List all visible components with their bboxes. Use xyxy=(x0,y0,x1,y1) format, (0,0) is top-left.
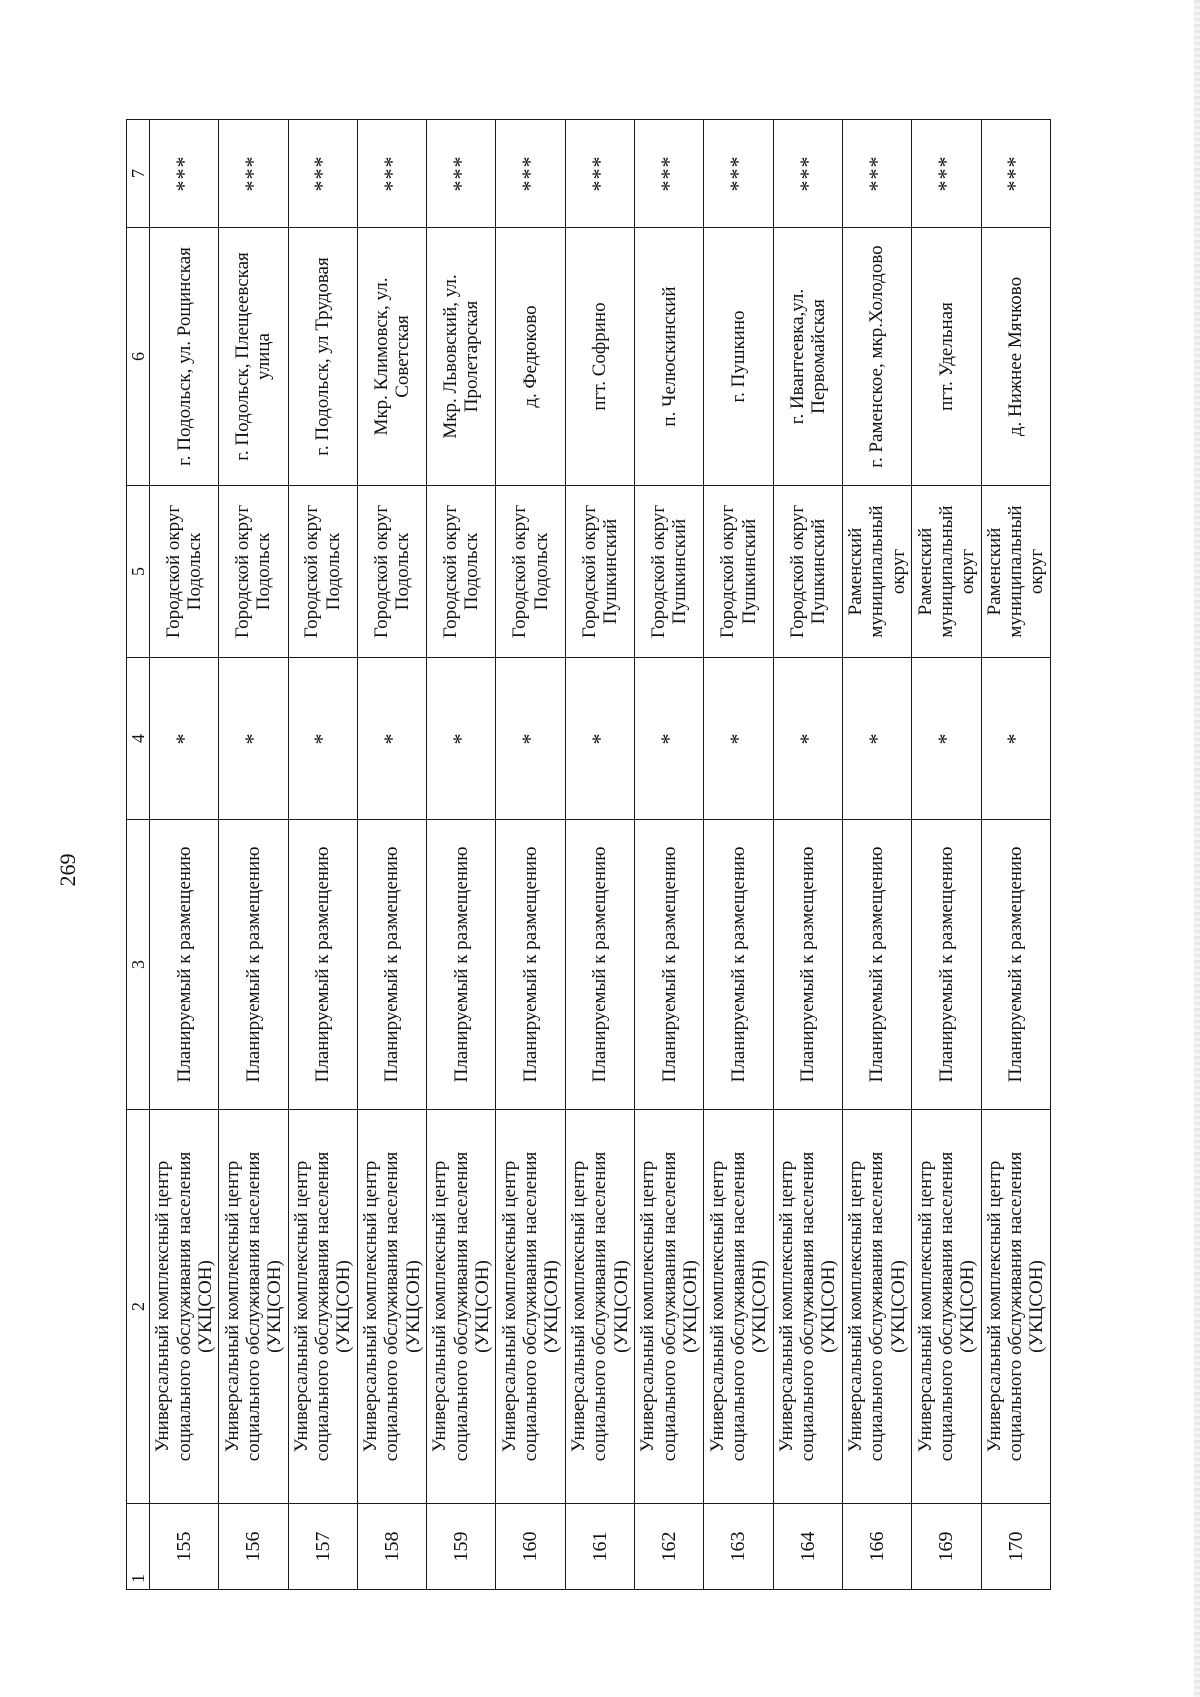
table-row xyxy=(565,120,634,1590)
column-header: 6 xyxy=(127,228,150,486)
table-row xyxy=(912,120,981,1590)
mark-cell: * xyxy=(427,658,496,820)
district-name: Городской округ Подольск xyxy=(150,486,219,658)
address: г. Пушкино xyxy=(704,228,773,486)
table-row xyxy=(288,120,357,1590)
facility-name: Универсальный комплексный центр социального обслуживания населения (УКЦСОН) xyxy=(357,1110,426,1504)
column-header: 5 xyxy=(127,486,150,658)
mark-cell: * xyxy=(150,658,219,820)
note-cell: *** xyxy=(635,120,704,228)
facility-name: Универсальный комплексный центр социального обслуживания населения (УКЦСОН) xyxy=(496,1110,565,1504)
facility-name: Универсальный комплексный центр социального обслуживания населения (УКЦСОН) xyxy=(912,1110,981,1504)
table-row xyxy=(427,120,496,1590)
table-row xyxy=(496,120,565,1590)
note-cell: *** xyxy=(912,120,981,228)
mark-cell: * xyxy=(565,658,634,820)
note-cell: *** xyxy=(496,120,565,228)
district-name: Городской округ Подольск xyxy=(427,486,496,658)
row-number: 156 xyxy=(219,1504,288,1590)
address: п. Челюскинский xyxy=(635,228,704,486)
address: Мкр. Климовск, ул. Советская xyxy=(357,228,426,486)
column-header: 7 xyxy=(127,120,150,228)
facility-status: Планируемый к размещению xyxy=(357,820,426,1110)
table-row xyxy=(635,120,704,1590)
address: д. Федюково xyxy=(496,228,565,486)
note-cell: *** xyxy=(150,120,219,228)
district-name: Раменский муниципальный округ xyxy=(912,486,981,658)
facility-status: Планируемый к размещению xyxy=(981,820,1050,1110)
facility-name: Универсальный комплексный центр социального обслуживания населения (УКЦСОН) xyxy=(704,1110,773,1504)
district-name: Городской округ Подольск xyxy=(357,486,426,658)
district-name: Городской округ Подольск xyxy=(288,486,357,658)
district-name: Городской округ Пушкинский xyxy=(773,486,842,658)
address: г. Подольск, ул. Рощинская xyxy=(150,228,219,486)
address: пгт. Софрино xyxy=(565,228,634,486)
row-number: 162 xyxy=(635,1504,704,1590)
table-row xyxy=(704,120,773,1590)
mark-cell: * xyxy=(357,658,426,820)
mark-cell: * xyxy=(842,658,911,820)
note-cell: *** xyxy=(704,120,773,228)
district-name: Раменский муниципальный округ xyxy=(842,486,911,658)
mark-cell: * xyxy=(219,658,288,820)
note-cell: *** xyxy=(565,120,634,228)
facility-status: Планируемый к размещению xyxy=(288,820,357,1110)
rotated-table-wrapper xyxy=(126,120,1051,1590)
mark-cell: * xyxy=(704,658,773,820)
table-row xyxy=(981,120,1050,1590)
row-number: 166 xyxy=(842,1504,911,1590)
facility-name: Универсальный комплексный центр социального обслуживания населения (УКЦСОН) xyxy=(219,1110,288,1504)
facility-status: Планируемый к размещению xyxy=(219,820,288,1110)
facility-status: Планируемый к размещению xyxy=(704,820,773,1110)
note-cell: *** xyxy=(288,120,357,228)
address: г. Раменское, мкр.Холодово xyxy=(842,228,911,486)
row-number: 163 xyxy=(704,1504,773,1590)
table-row xyxy=(219,120,288,1590)
facility-name: Универсальный комплексный центр социального обслуживания населения (УКЦСОН) xyxy=(773,1110,842,1504)
table-row xyxy=(357,120,426,1590)
column-header: 3 xyxy=(127,820,150,1110)
mark-cell: * xyxy=(496,658,565,820)
mark-cell: * xyxy=(981,658,1050,820)
note-cell: *** xyxy=(219,120,288,228)
note-cell: *** xyxy=(842,120,911,228)
address: Мкр. Львовский, ул. Пролетарская xyxy=(427,228,496,486)
facility-status: Планируемый к размещению xyxy=(635,820,704,1110)
column-header: 2 xyxy=(127,1110,150,1504)
district-name: Городской округ Пушкинский xyxy=(565,486,634,658)
facility-name: Универсальный комплексный центр социального обслуживания населения (УКЦСОН) xyxy=(427,1110,496,1504)
facility-name: Универсальный комплексный центр социального обслуживания населения (УКЦСОН) xyxy=(150,1110,219,1504)
facility-name: Универсальный комплексный центр социального обслуживания населения (УКЦСОН) xyxy=(635,1110,704,1504)
note-cell: *** xyxy=(357,120,426,228)
facility-status: Планируемый к размещению xyxy=(427,820,496,1110)
row-number: 164 xyxy=(773,1504,842,1590)
district-name: Городской округ Подольск xyxy=(219,486,288,658)
row-number: 157 xyxy=(288,1504,357,1590)
page-number: 269 xyxy=(55,853,80,887)
row-number: 159 xyxy=(427,1504,496,1590)
facility-status: Планируемый к размещению xyxy=(496,820,565,1110)
row-number: 155 xyxy=(150,1504,219,1590)
row-number: 160 xyxy=(496,1504,565,1590)
facility-status: Планируемый к размещению xyxy=(565,820,634,1110)
facility-name: Универсальный комплексный центр социального обслуживания населения (УКЦСОН) xyxy=(288,1110,357,1504)
note-cell: *** xyxy=(773,120,842,228)
facility-name: Универсальный комплексный центр социального обслуживания населения (УКЦСОН) xyxy=(842,1110,911,1504)
mark-cell: * xyxy=(912,658,981,820)
address: д. Нижнее Мячково xyxy=(981,228,1050,486)
row-number: 169 xyxy=(912,1504,981,1590)
mark-cell: * xyxy=(288,658,357,820)
scan-edge xyxy=(1194,0,1200,1697)
table-row xyxy=(842,120,911,1590)
row-number: 161 xyxy=(565,1504,634,1590)
column-header: 1 xyxy=(127,1504,150,1590)
facility-status: Планируемый к размещению xyxy=(842,820,911,1110)
row-number: 158 xyxy=(357,1504,426,1590)
address: пгт. Удельная xyxy=(912,228,981,486)
facility-status: Планируемый к размещению xyxy=(773,820,842,1110)
column-number-row xyxy=(127,120,150,1590)
facilities-table xyxy=(126,119,1051,1590)
table-row xyxy=(150,120,219,1590)
district-name: Раменский муниципальный округ xyxy=(981,486,1050,658)
mark-cell: * xyxy=(635,658,704,820)
facility-name: Универсальный комплексный центр социального обслуживания населения (УКЦСОН) xyxy=(981,1110,1050,1504)
mark-cell: * xyxy=(773,658,842,820)
note-cell: *** xyxy=(981,120,1050,228)
address: г. Подольск, ул Трудовая xyxy=(288,228,357,486)
district-name: Городской округ Подольск xyxy=(496,486,565,658)
row-number: 170 xyxy=(981,1504,1050,1590)
district-name: Городской округ Пушкинский xyxy=(635,486,704,658)
address: г. Ивантеевка,ул. Первомайская xyxy=(773,228,842,486)
table-row xyxy=(773,120,842,1590)
facility-status: Планируемый к размещению xyxy=(150,820,219,1110)
note-cell: *** xyxy=(427,120,496,228)
column-header: 4 xyxy=(127,658,150,820)
facility-name: Универсальный комплексный центр социального обслуживания населения (УКЦСОН) xyxy=(565,1110,634,1504)
facility-status: Планируемый к размещению xyxy=(912,820,981,1110)
district-name: Городской округ Пушкинский xyxy=(704,486,773,658)
address: г. Подольск, Плещеевская улица xyxy=(219,228,288,486)
